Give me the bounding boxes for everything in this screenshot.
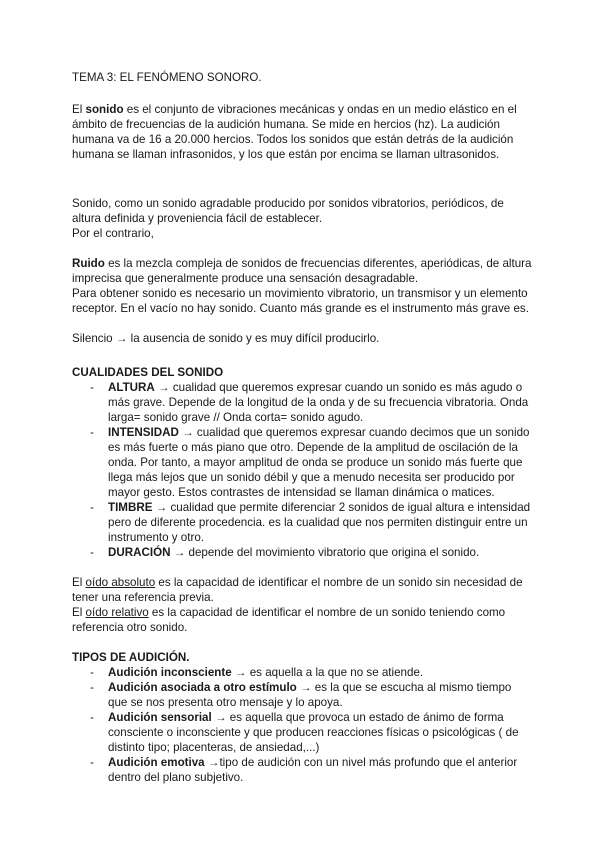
noise-text: es la mezcla compleja de sonidos de frecuencias diferentes, aperiódicas, de altura imprecisa que generalmente produce una sensación desagradable. [72,257,532,285]
hearing-heading: TIPOS DE AUDICIÓN. [72,651,190,664]
bullet: - [90,381,94,394]
intro-paragraph [72,102,532,162]
bullet: - [90,546,94,559]
document-page [72,70,532,785]
absolute-ear-paragraph [72,575,532,605]
hearing-text: → es aquella a la que no se atiende. [231,666,424,679]
absolute-ear-term: oído absoluto [85,576,156,589]
quality-text: → cualidad que queremos expresar cuando un sonido es más agudo o más grave. Depende de la longitud de la onda y de su frecuencia vibratoria. Onda larga= sonido grave // Onda corta= sonido agudo. [108,381,529,424]
obtain-paragraph: Para obtener sonido es necesario un movimiento vibratorio, un transmisor y un elemento receptor. En el vacío no hay sonido. Cuanto más grande es el instrumento más grave es. [72,287,529,315]
list-item [72,545,532,560]
hearing-types-list [72,665,532,785]
document-title: TEMA 3: EL FENÓMENO SONORO. [72,71,262,84]
qualities-list [72,380,532,560]
list-item [72,755,532,785]
hearing-text: → es aquella que provoca un estado de ánimo de forma consciente o inconsciente y que producen reacciones físicas o psicológicas ( de distinto tipo; placenteras, de ansiedad,...) [108,711,519,754]
hearing-term: Audición sensorial [108,711,212,724]
intro-text: es el conjunto de vibraciones mecánicas y ondas en un medio elástico en el ámbito de frecuencias de la audición humana. Se mide en hercios (hz). La audición humana va de 16 a 20.000 hercios. Todos los sonidos que están detrás de la audición humana se llaman infrasonidos, y los que están por encima se llaman ultrasonidos. [72,103,517,161]
bullet: - [90,666,94,679]
bullet: - [90,756,94,769]
absolute-ear-text: es la capacidad de identificar el nombre de un sonido sin necesidad de tener una referencia previa. [72,576,523,604]
intro-term: sonido [85,103,124,116]
list-item [72,680,532,710]
hearing-term: Audición inconsciente [108,666,232,679]
hearing-text: → es la que se escucha al mismo tiempo que se nos presenta otro mensaje y lo apoya. [108,681,512,709]
absolute-ear-pre: El [72,576,86,589]
bullet: - [90,711,94,724]
qualities-heading: CUALIDADES DEL SONIDO [72,366,224,379]
quality-text: → depende del movimiento vibratorio que origina el sonido. [170,546,480,559]
quality-term: INTENSIDAD [108,426,179,439]
contrast-line: Por el contrario, [72,227,154,240]
relative-ear-paragraph [72,605,532,635]
quality-text: → cualidad que queremos expresar cuando decimos que un sonido es más fuerte o más piano que otro. Depende de la amplitud de oscilación de la onda. Por tanto, a mayor amplitud de onda se produce un sonido más fuerte que llega más lejos que un sonido débil y que a menudo necesita ser producido por mayor gesto. Estos contrastes de intensidad se llaman dinámica o matices. [108,426,530,499]
quality-term: TIMBRE [108,501,153,514]
quality-text: → cualidad que permite diferenciar 2 sonidos de igual altura e intensidad pero de diferente procedencia. es la cualidad que nos permiten distinguir entre un instrumento y otro. [108,501,531,544]
list-item [72,380,532,425]
bullet: - [90,426,94,439]
noise-term: Ruido [72,257,105,270]
list-item [72,710,532,755]
relative-ear-pre: El [72,606,86,619]
relative-ear-text: es la capacidad de identificar el nombre de un sonido teniendo como referencia otro sonido. [72,606,506,634]
silence-paragraph: Silencio → la ausencia de sonido y es muy difícil producirlo. [72,332,380,345]
noise-paragraph [72,256,532,286]
list-item [72,425,532,500]
sound-definition: Sonido, como un sonido agradable producido por sonidos vibratorios, periódicos, de altura definida y proveniencia fácil de establecer. [72,197,504,225]
bullet: - [90,681,94,694]
quality-term: ALTURA [108,381,155,394]
intro-pre: El [72,103,86,116]
hearing-term: Audición asociada a otro estímulo [108,681,297,694]
list-item [72,665,532,680]
hearing-text: →tipo de audición con un nivel más profundo que el anterior dentro del plano subjetivo. [108,756,518,784]
bullet: - [90,501,94,514]
relative-ear-term: oído relativo [85,606,149,619]
list-item [72,500,532,545]
quality-term: DURACIÓN [108,546,171,559]
hearing-term: Audición emotiva [108,756,205,769]
